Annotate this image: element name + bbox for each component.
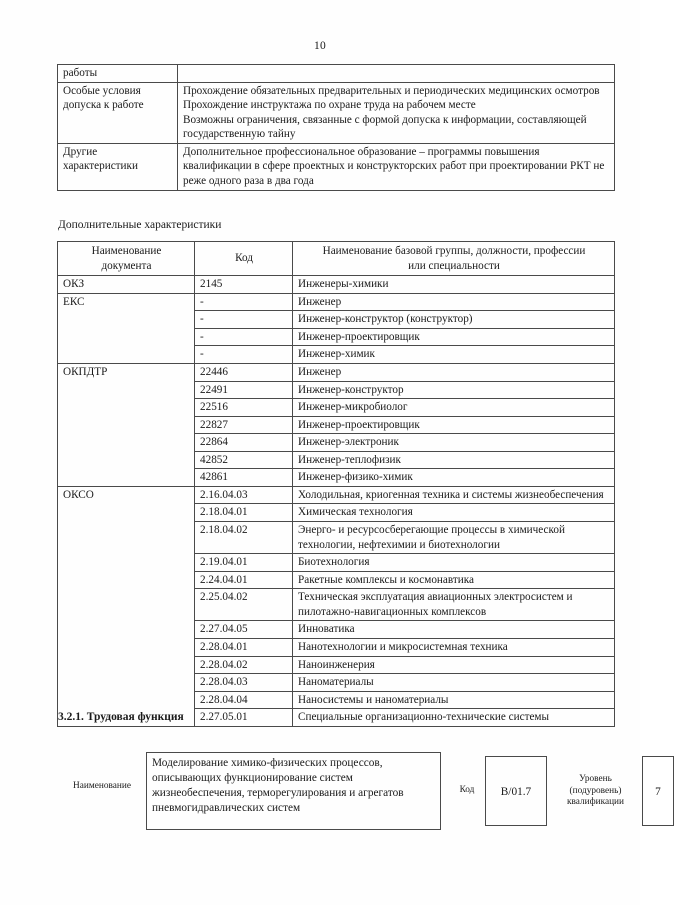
- occupation-name-cell: Инженеры-химики: [293, 276, 615, 294]
- code-cell: 2.28.04.04: [195, 691, 293, 709]
- labor-function-code-label: Код: [459, 785, 475, 795]
- table-row: [58, 293, 615, 311]
- occupation-name-cell: Инженер-электроник: [293, 434, 615, 452]
- row-content-cell: Прохождение обязательных предварительных и периодических медицинских осмотров Прохождение инструктажа по охране труда на рабочем месте Возможны ограничения, связанные с формой допуска к информации, составляющей государственную тайну: [178, 82, 615, 143]
- code-cell: 2.28.04.03: [195, 674, 293, 692]
- code-cell: 22446: [195, 363, 293, 381]
- occupation-name-cell: Химическая технология: [293, 504, 615, 522]
- labor-function-level-box: [642, 756, 674, 826]
- labor-function-name-value: Моделирование химико-физических процессов, описывающих функционирование систем жизнеобеспечения, терморегулирования и агрегатов пневмогидравлических систем: [152, 757, 404, 815]
- occupation-name-cell: Техническая эксплуатация авиационных электросистем и пилотажно-навигационных комплексов: [293, 589, 615, 621]
- occupation-name-cell: Нанотехнологии и микросистемная техника: [293, 638, 615, 656]
- code-cell: -: [195, 311, 293, 329]
- code-cell: 2.28.04.01: [195, 638, 293, 656]
- table-header-row: [58, 242, 615, 276]
- code-cell: 2.24.04.01: [195, 571, 293, 589]
- code-cell: 22864: [195, 434, 293, 452]
- occupation-name-cell: Инженер-конструктор: [293, 381, 615, 399]
- column-header: Наименование базовой группы, должности, профессии или специальности: [293, 242, 615, 276]
- table-row: [58, 65, 615, 83]
- code-cell: 2.18.04.02: [195, 522, 293, 554]
- occupation-name-cell: Наноматериалы: [293, 674, 615, 692]
- code-cell: -: [195, 293, 293, 311]
- document-name-cell: ОКПДТР: [58, 363, 195, 486]
- occupation-name-cell: Инженер-проектировщик: [293, 416, 615, 434]
- occupation-name-cell: Инноватика: [293, 621, 615, 639]
- page-number: 10: [313, 40, 327, 52]
- occupation-name-cell: Инженер: [293, 363, 615, 381]
- labor-function-block: [57, 752, 661, 830]
- table-row: [58, 143, 615, 190]
- occupation-name-cell: Специальные организационно-технические системы: [293, 709, 615, 727]
- code-cell: 22491: [195, 381, 293, 399]
- labor-function-name-box: [146, 752, 441, 830]
- additional-characteristics-caption: Дополнительные характеристики: [58, 219, 222, 231]
- table-row: [58, 363, 615, 381]
- code-cell: 2.25.04.02: [195, 589, 293, 621]
- document-name-cell: ОКСО: [58, 486, 195, 726]
- labor-function-heading: 3.2.1. Трудовая функция: [58, 711, 184, 723]
- table-row: [58, 486, 615, 504]
- occupation-name-cell: Инженер: [293, 293, 615, 311]
- occupation-name-cell: Инженер-проектировщик: [293, 328, 615, 346]
- row-label-cell: Другие характеристики: [58, 143, 178, 190]
- occupation-name-cell: Инженер-химик: [293, 346, 615, 364]
- row-content-cell: Дополнительное профессиональное образование – программы повышения квалификации в сфере проектных и конструкторских работ при проектировании РКТ не реже одного раза в два года: [178, 143, 615, 190]
- occupation-name-cell: Ракетные комплексы и космонавтика: [293, 571, 615, 589]
- code-cell: 2.28.04.02: [195, 656, 293, 674]
- document-name-cell: ЕКС: [58, 293, 195, 363]
- special-conditions-table: [57, 64, 615, 191]
- labor-function-code-value: B/01.7: [500, 786, 532, 798]
- code-cell: 2.18.04.01: [195, 504, 293, 522]
- occupation-name-cell: Энерго- и ресурсосберегающие процессы в химической технологии, нефтехимии и биотехнологии: [293, 522, 615, 554]
- code-cell: -: [195, 328, 293, 346]
- code-cell: 22516: [195, 399, 293, 417]
- code-cell: -: [195, 346, 293, 364]
- labor-function-level-value: 7: [655, 786, 661, 798]
- code-cell: 2.27.05.01: [195, 709, 293, 727]
- column-header: Наименование документа: [58, 242, 195, 276]
- row-content-cell: [178, 65, 615, 83]
- occupation-name-cell: Инженер-микробиолог: [293, 399, 615, 417]
- table-row: [58, 82, 615, 143]
- occupation-name-cell: Инженер-теплофизик: [293, 451, 615, 469]
- occupation-name-cell: Инженер-конструктор (конструктор): [293, 311, 615, 329]
- labor-function-level-label: Уровень (подуровень) квалификации: [566, 774, 625, 808]
- code-cell: 2.16.04.03: [195, 486, 293, 504]
- occupation-name-cell: Инженер-физико-химик: [293, 469, 615, 487]
- occupation-name-cell: Наносистемы и наноматериалы: [293, 691, 615, 709]
- document-name-cell: ОКЗ: [58, 276, 195, 294]
- table-row: [58, 276, 615, 294]
- additional-characteristics-table: [57, 241, 615, 727]
- row-label-cell: работы: [58, 65, 178, 83]
- column-header: Код: [195, 242, 293, 276]
- code-cell: 2.19.04.01: [195, 554, 293, 572]
- code-cell: 42861: [195, 469, 293, 487]
- code-cell: 22827: [195, 416, 293, 434]
- row-label-cell: Особые условия допуска к работе: [58, 82, 178, 143]
- code-cell: 2145: [195, 276, 293, 294]
- labor-function-code-box: [485, 756, 547, 826]
- occupation-name-cell: Наноинженерия: [293, 656, 615, 674]
- labor-function-name-label: Наименование: [73, 781, 131, 791]
- occupation-name-cell: Холодильная, криогенная техника и системы жизнеобеспечения: [293, 486, 615, 504]
- code-cell: 42852: [195, 451, 293, 469]
- code-cell: 2.27.04.05: [195, 621, 293, 639]
- occupation-name-cell: Биотехнология: [293, 554, 615, 572]
